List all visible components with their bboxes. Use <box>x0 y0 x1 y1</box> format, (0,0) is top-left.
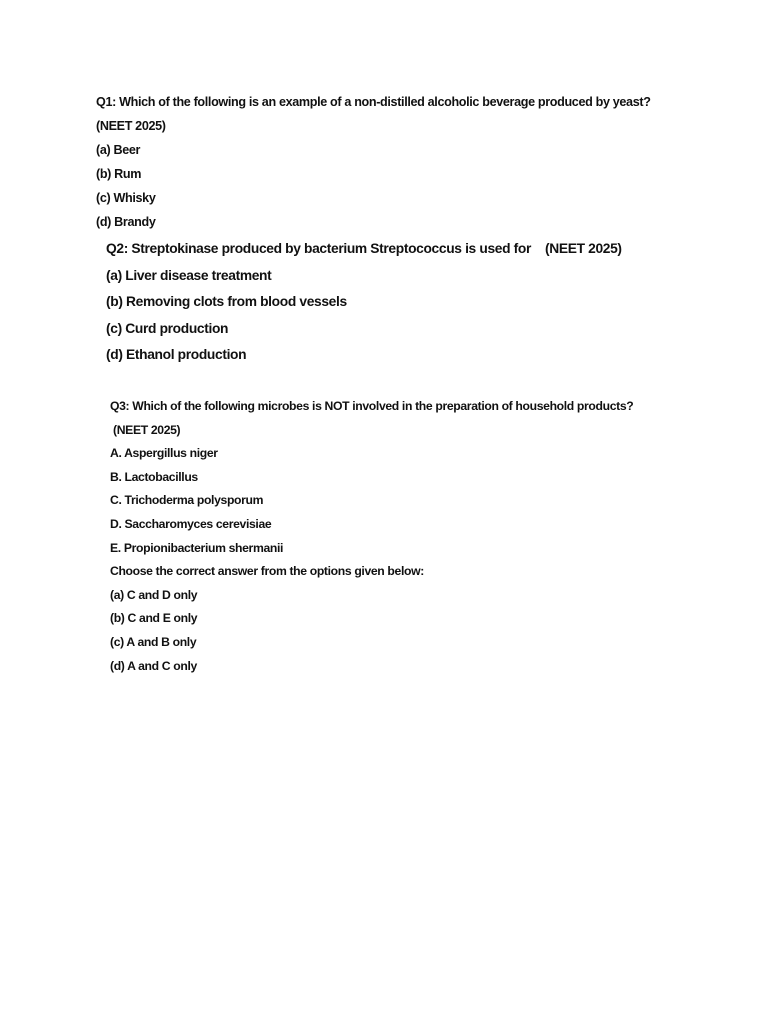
question-3-statement-b: B. Lactobacillus <box>110 469 198 484</box>
question-1-option-d: (d) Brandy <box>96 215 156 229</box>
question-3-statement-c: C. Trichoderma polysporum <box>110 493 264 508</box>
question-3-statement-e: E. Propionibacterium shermanii <box>110 540 284 555</box>
question-2-header <box>106 240 622 267</box>
question-2 <box>106 240 622 373</box>
question-3-tag: (NEET 2025) <box>113 422 181 437</box>
question-1-option-a: (a) Beer <box>96 143 141 157</box>
question-3-option-b: (b) C and E only <box>110 611 198 626</box>
question-3-statement-d: D. Saccharomyces cerevisiae <box>110 516 272 531</box>
question-3-option-d: (d) A and C only <box>110 658 197 673</box>
question-3-option-c: (c) A and B only <box>110 634 197 649</box>
question-3-option-a: (a) C and D only <box>110 587 198 602</box>
question-1-tag: (NEET 2025) <box>96 119 166 133</box>
question-1 <box>96 94 651 238</box>
question-2-text: Q2: Streptokinase produced by bacterium Streptococcus is used for <box>106 241 531 256</box>
question-2-option-b: (b) Removing clots from blood vessels <box>106 294 347 310</box>
question-3-text: Q3: Which of the following microbes is NOT involved in the preparation of household products? <box>110 399 634 413</box>
question-3-statement-a: A. Aspergillus niger <box>110 446 218 461</box>
question-1-option-b: (b) Rum <box>96 167 142 181</box>
question-2-tag: (NEET 2025) <box>545 241 622 256</box>
question-1-text: Q1: Which of the following is an example of a non-distilled alcoholic beverage produced by yeast? <box>96 95 651 109</box>
question-1-option-c: (c) Whisky <box>96 191 156 205</box>
question-2-option-c: (c) Curd production <box>106 320 229 336</box>
question-3-instruction: Choose the correct answer from the options given below: <box>110 564 424 579</box>
question-2-option-d: (d) Ethanol production <box>106 347 247 363</box>
question-3 <box>110 398 633 681</box>
question-2-option-a: (a) Liver disease treatment <box>106 267 272 283</box>
